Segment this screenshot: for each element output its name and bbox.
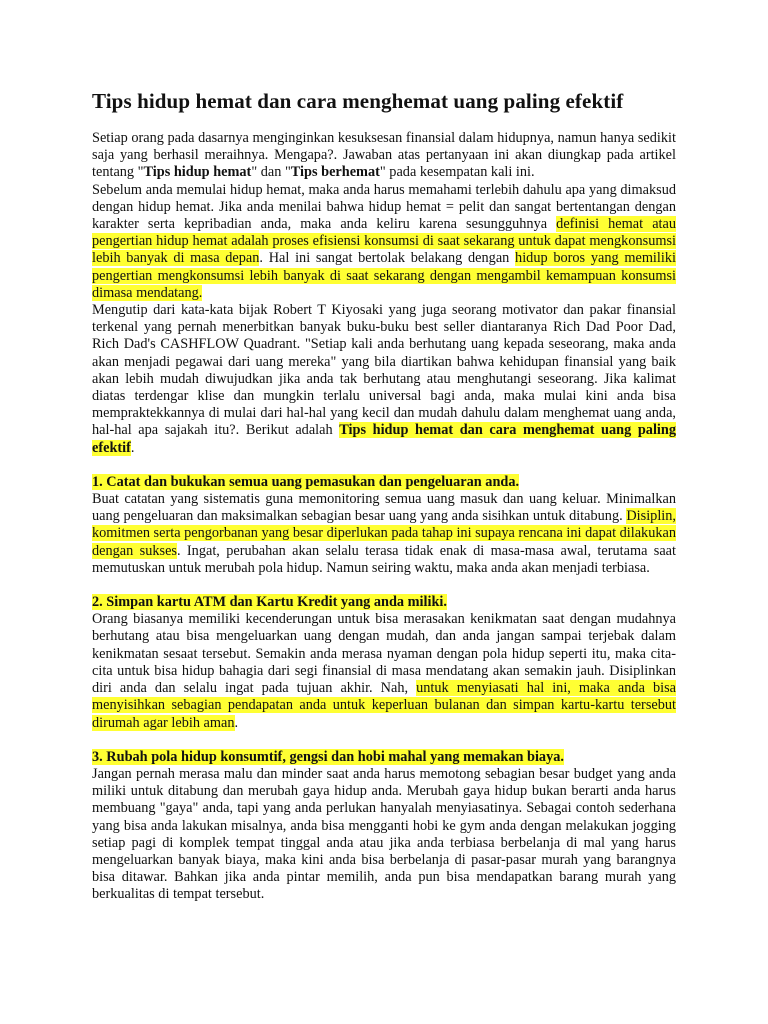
intro-text-3: " pada kesempatan kali ini. [379,164,535,181]
spacer [92,577,676,594]
definition-text-1: Sebelum anda memulai hidup hemat, maka anda harus memahami terlebih dahulu apa yang dimaksud dengan hidup hemat. Jika anda menilai bahwa hidup hemat = pelit dan sangat bertentangan dengan karakter serta kepribadian anda, maka anda keliru karena sesungguhnya [92,181,676,233]
section-2-heading-text: 2. Simpan kartu ATM dan Kartu Kredit yang anda miliki. [92,594,447,611]
section-1-heading-text: 1. Catat dan bukukan semua uang pemasukan dan pengeluaran anda. [92,473,520,490]
section-2-highlight: untuk menyiasati hal ini, maka anda bisa menyisihkan sebagian pendapatan anda untuk keperluan bulanan dan simpan kartu-kartu tersebut dirumah agar lebih aman [92,680,676,731]
spacer [92,732,676,749]
quote-paragraph [92,302,676,457]
section-1-heading [92,474,676,491]
intro-text-2: " dan " [251,164,291,181]
section-2-heading [92,594,676,611]
section-2-text-2: . [234,714,239,731]
article-body [92,130,676,904]
section-2-body [92,611,676,731]
section-1-text-1: Buat catatan yang sistematis guna memonitoring semua uang masuk dan uang keluar. Minimalkan uang pengeluaran dan maksimalkan sebagian besar uang yang anda sisihkan untuk ditabung. [92,491,676,525]
intro-text-1: Setiap orang pada dasarnya menginginkan kesuksesan finansial dalam hidupnya, namun hanya sedikit saja yang berhasil meraihnya. Mengapa?. Jawaban atas pertanyaan ini akan diungkap pada artikel tentang " [92,130,676,181]
section-1-body [92,491,676,577]
quote-text-2: . [130,439,135,456]
section-2-text-1: Orang biasanya memiliki kecenderungan untuk bisa merasakan kenikmatan saat dengan mudahnya berhutang atau bisa mengeluarkan uang dengan mudah, dan anda jangan sampai terjebak dalam kenikmatan sesaat tersebut. Semakin anda merasa nyaman dengan pola hidup seperti itu, maka cita-cita untuk bisa hidup bahagia dari segi finansial di masa mendatang akan semakin jauh. Disiplinkan diri anda dan selalu ingat pada tujuan akhir. Nah, [92,611,676,697]
definition-paragraph [92,182,676,302]
intro-paragraph [92,130,676,182]
definition-highlight-2: hidup boros yang memiliki pengertian mengkonsumsi lebih banyak di saat sekarang dengan mengambil kemampuan konsumsi dimasa mendatang. [92,250,676,301]
spacer [92,457,676,474]
section-3-body [92,766,676,904]
intro-term-2: Tips berhemat [290,164,380,181]
quote-highlight: Tips hidup hemat dan cara menghemat uang paling efektif [92,422,676,456]
intro-term-1: Tips hidup hemat [143,164,252,181]
definition-text-2: . Hal ini sangat bertolak belakang dengan [259,250,516,267]
document-title: Tips hidup hemat dan cara menghemat uang paling efektif [92,89,624,113]
quote-text-1: Mengutip dari kata-kata bijak Robert T Kiyosaki yang juga seorang motivator dan pakar finansial terkenal yang pernah menerbitkan banyak buku-buku best seller diantaranya Rich Dad Poor Dad, Rich Dad's CASHFLOW Quadrant. "Setiap kali anda berhutang uang kepada seseorang, maka anda akan menjadi pegawai dari uang mereka" yang bila diartikan bahwa kehidupan finansial yang baik akan lebih mudah diwujudkan jika anda tak berhutang atau menghutangi seseorang. Jika kalimat diatas terdengar klise dan mungkin terlalu universal bagi anda, maka mulai kini anda bisa mempraktekkannya di mulai dari hal-hal yang kecil dan mudah dahulu dalam menghemat uang anda, hal-hal apa sajakah itu?. Berikut adalah [92,302,676,439]
definition-highlight-1: definisi hemat atau pengertian hidup hemat adalah proses efisiensi konsumsi di saat sekarang untuk dapat mengkonsumsi lebih banyak di masa depan [92,216,676,267]
section-1-text-2: . Ingat, perubahan akan selalu terasa tidak enak di masa-masa awal, terutama saat memutuskan untuk merubah pola hidup. Namun seiring waktu, maka anda akan menjadi terbiasa. [92,542,676,576]
section-1-highlight: Disiplin, komitmen serta pengorbanan yang besar diperlukan pada tahap ini supaya rencana ini dapat dilakukan dengan sukses [92,508,676,559]
section-3-heading [92,749,676,766]
section-3-heading-text: 3. Rubah pola hidup konsumtif, gengsi dan hobi mahal yang memakan biaya. [92,748,564,765]
section-3-text-1: Jangan pernah merasa malu dan minder saat anda harus memotong sebagian besar budget yang anda miliki untuk ditabung dan merubah gaya hidup anda. Merubah gaya hidup bukan berarti anda harus membuang "gaya" anda, tapi yang anda perlukan hanyalah menyiasatinya. Sebagai contoh sederhana yang bisa anda lakukan misalnya, anda bisa mengganti hobi ke gym anda dengan melakukan jogging setiap pagi di komplek tempat tinggal anda atau jika anda terbiasa berbelanja di mal yang harus mengeluarkan banyak biaya, maka kini anda bisa berbelanja di pasar-pasar murah yang barangnya bisa ditawar. Bahkan jika anda pintar memilih, anda pun bisa mendapatkan barang murah yang berkualitas di tempat tersebut. [92,765,676,903]
